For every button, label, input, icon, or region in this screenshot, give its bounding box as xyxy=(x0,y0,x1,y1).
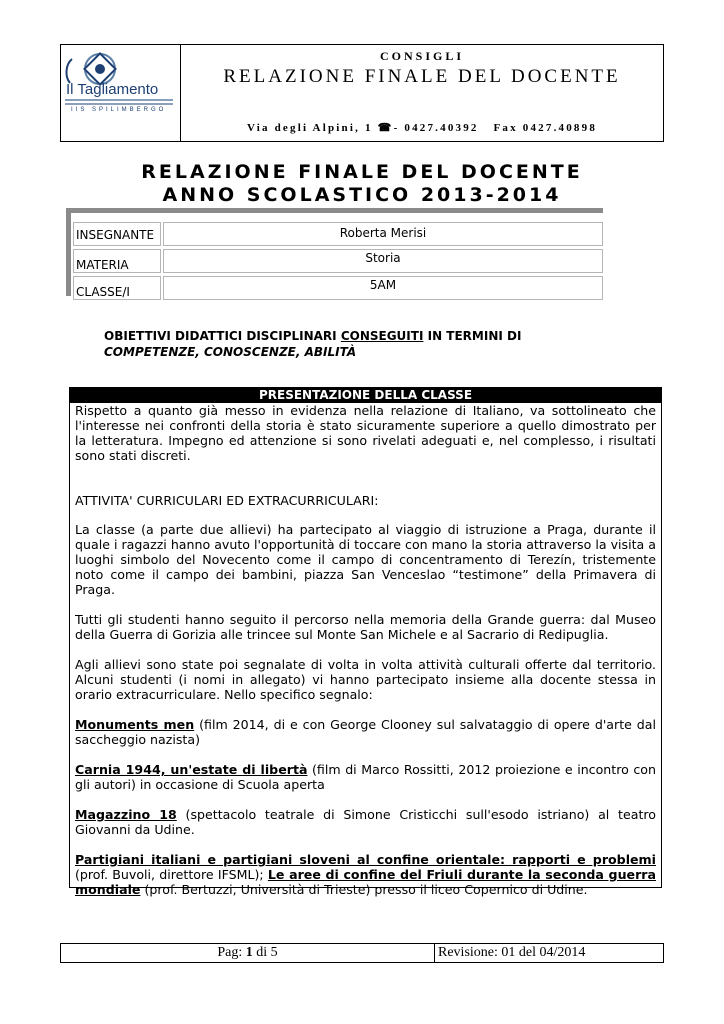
objectives-text-end: IN TERMINI DI xyxy=(423,329,522,343)
paragraph-prague-trip: La classe (a parte due allievi) ha partecipato al viaggio di istruzione a Praga, durante il quale i ragazzi hanno avuto l'opportunità di toccare con mano la storia attraverso la visita a luoghi simbolo del Novecento come il campo di concentramento di Terezín, tristemente noto come il campo dei bambini, piazza San Venceslao “testimone” della Primavera di Praga. xyxy=(75,522,656,597)
logo-text: Il Tagliamento xyxy=(66,81,159,98)
activity-desc: (prof. Bertuzzi, Università di Trieste) presso il liceo Copernico di Udine. xyxy=(140,882,588,897)
activity-title: Magazzino 18 xyxy=(75,807,177,822)
logo-subtext: IIS SPILIMBERGO xyxy=(71,107,167,113)
class-presentation-box xyxy=(69,387,662,897)
class-label: CLASSE/I xyxy=(73,276,161,300)
title-line-1: RELAZIONE FINALE DEL DOCENTE xyxy=(141,161,583,183)
teacher-value: Roberta Merisi xyxy=(163,222,603,246)
objectives-italic: COMPETENZE, CONOSCENZE, ABILITÀ xyxy=(104,345,357,359)
table-row xyxy=(71,249,603,275)
activity-title: Carnia 1944, un'estate di libertà xyxy=(75,762,308,777)
table-row xyxy=(71,276,603,302)
activity-title: Monuments men xyxy=(75,717,195,732)
address-text: Via degli Alpini, 1 xyxy=(246,122,373,134)
subject-value: Storia xyxy=(163,249,603,273)
header-title: RELAZIONE FINALE DEL DOCENTE xyxy=(223,66,621,87)
header-info xyxy=(181,45,663,141)
school-logo xyxy=(61,45,181,141)
activity-desc: (film di Marco Rossitti, 2012 proiezione e incontro con gli autori) in occasione di Scuola aperta xyxy=(75,762,656,792)
paragraph-cultural-activities: Agli allievi sono state poi segnalate di volta in volta attività culturali offerte dal territorio. Alcuni studenti (i nomi in allegato) vi hanno partecipato insieme alla docente stessa in orario extracurriculare. Nello specifico segnalo: xyxy=(75,657,656,702)
paragraph-interest: Rispetto a quanto già messo in evidenza nella relazione di Italiano, va sottolineato che l'interesse nei confronti della storia è stato sicuramente superiore a quello dimostrato per la letteratura. Impegno ed attenzione si sono rivelati adeguati e, nel complesso, i risultati sono stati discreti. xyxy=(75,403,656,463)
objectives-underlined: CONSEGUITI xyxy=(340,329,424,343)
teacher-label: INSEGNANTE xyxy=(73,222,161,246)
page-total: di 5 xyxy=(252,945,278,960)
document-header xyxy=(60,44,664,142)
activity-desc: (film 2014, di e con George Clooney sul salvataggio di opere d'arte dal saccheggio nazista) xyxy=(75,717,656,747)
activity-item xyxy=(75,762,656,792)
document-footer xyxy=(60,943,664,963)
class-value: 5AM xyxy=(163,276,603,300)
title-line-2: ANNO SCOLASTICO 2013-2014 xyxy=(162,184,562,206)
presentation-body xyxy=(70,403,661,897)
header-contacts xyxy=(181,121,663,134)
fax-number: Fax 0427.40898 xyxy=(493,122,598,134)
page-prefix: Pag: xyxy=(217,945,246,960)
activity-desc: (prof. Buvoli, direttore IFSML); xyxy=(75,867,268,882)
activity-item xyxy=(75,852,656,897)
presentation-heading: PRESENTAZIONE DELLA CLASSE xyxy=(70,388,661,403)
revision-info: Revisione: 01 del 04/2014 xyxy=(438,945,586,960)
objectives-text: OBIETTIVI DIDATTICI DISCIPLINARI xyxy=(104,329,341,343)
activity-desc: (spettacolo teatrale di Simone Cristicchi sull'esodo istriano) al teatro Giovanni da Udine. xyxy=(75,807,656,837)
paragraph-activities-heading: ATTIVITA' CURRICULARI ED EXTRACURRICULARI: xyxy=(75,493,379,508)
header-section: CONSIGLI xyxy=(379,49,465,63)
activity-item xyxy=(75,717,656,747)
page-indicator xyxy=(61,944,435,962)
table-row xyxy=(71,222,603,248)
page-title xyxy=(0,161,724,207)
subject-label: MATERIA xyxy=(73,249,161,273)
paragraph-great-war: Tutti gli studenti hanno seguito il percorso nella memoria della Grande guerra: dal Museo della Guerra di Gorizia alle trincee sul Monte San Michele e al Sacrario di Redipuglia. xyxy=(75,612,656,642)
activity-title: Partigiani italiani e partigiani sloveni al confine orientale: rapporti e problemi xyxy=(75,852,656,867)
teacher-info-table xyxy=(66,208,603,299)
objectives-heading xyxy=(104,328,604,360)
phone-number: - 0427.40392 xyxy=(393,122,479,134)
phone-icon: ☎ xyxy=(377,122,394,134)
page-number: 1 xyxy=(245,945,253,960)
activity-item xyxy=(75,807,656,837)
activity-title: Le aree di confine del Friuli durante la seconda guerra mondiale xyxy=(75,867,656,897)
